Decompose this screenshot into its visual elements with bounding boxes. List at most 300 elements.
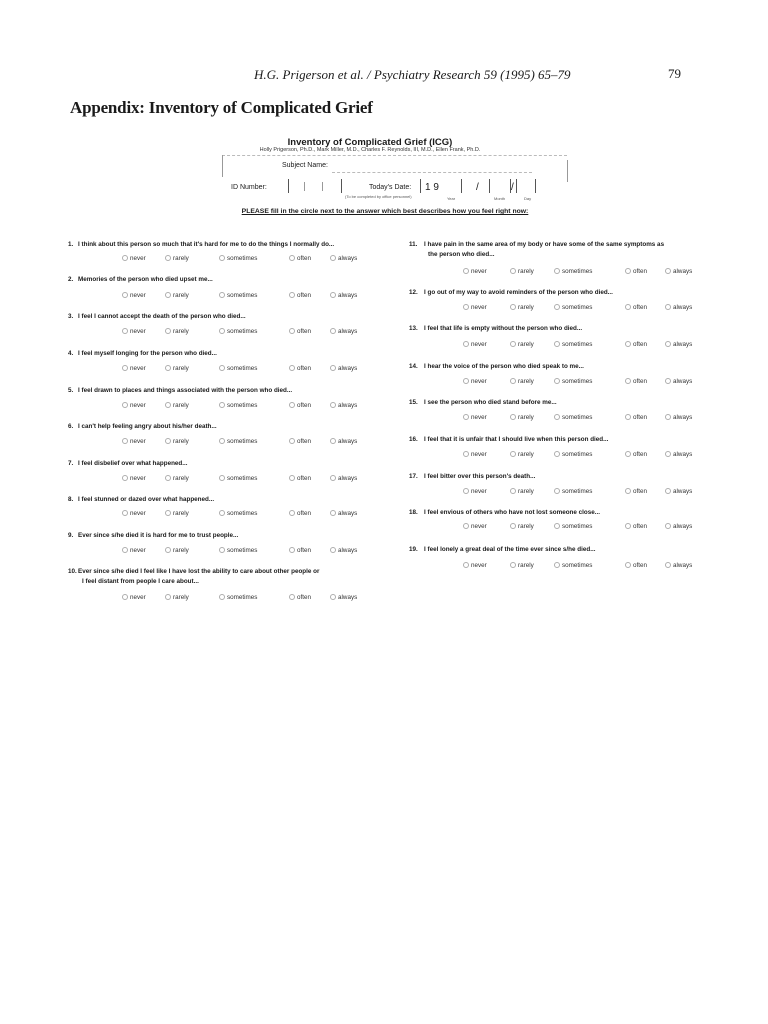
answer-option-sometimes[interactable]	[219, 509, 257, 519]
answer-option-label: sometimes	[227, 510, 258, 517]
answer-option-never[interactable]	[122, 364, 146, 374]
answer-option-sometimes[interactable]	[219, 437, 257, 447]
answer-option-label: sometimes	[227, 328, 258, 335]
answer-option-sometimes[interactable]	[554, 340, 592, 350]
radio-circle-icon[interactable]	[554, 414, 560, 420]
answer-option-label: always	[673, 268, 693, 275]
answer-option-never[interactable]	[122, 593, 146, 603]
answer-option-often[interactable]	[289, 364, 311, 374]
radio-circle-icon[interactable]	[554, 268, 560, 274]
radio-circle-icon[interactable]	[289, 510, 295, 516]
answer-option-never[interactable]	[463, 413, 487, 423]
answer-option-never[interactable]	[122, 401, 146, 411]
radio-circle-icon[interactable]	[289, 328, 295, 334]
answer-option-always[interactable]	[330, 291, 357, 301]
answer-option-rarely[interactable]	[165, 364, 189, 374]
answer-option-label: sometimes	[562, 304, 593, 311]
radio-circle-icon[interactable]	[289, 255, 295, 261]
answer-option-label: rarely	[518, 488, 534, 495]
radio-circle-icon[interactable]	[554, 378, 560, 384]
frame-right	[567, 160, 568, 182]
radio-circle-icon[interactable]	[665, 268, 671, 274]
answer-option-sometimes[interactable]	[554, 561, 592, 571]
answer-option-label: often	[633, 488, 648, 495]
answer-option-label: never	[471, 268, 487, 275]
radio-circle-icon[interactable]	[122, 402, 128, 408]
answer-option-never[interactable]	[122, 474, 146, 484]
answer-option-always[interactable]	[330, 327, 357, 337]
question-number: 15.	[409, 399, 418, 406]
radio-circle-icon[interactable]	[122, 255, 128, 261]
answer-option-always[interactable]	[665, 377, 692, 387]
question-number: 12.	[409, 289, 418, 296]
answer-option-sometimes[interactable]	[219, 546, 257, 556]
answer-option-sometimes[interactable]	[554, 303, 592, 313]
answer-option-rarely[interactable]	[510, 522, 534, 532]
radio-circle-icon[interactable]	[219, 510, 225, 516]
answer-option-often[interactable]	[289, 327, 311, 337]
answer-option-label: always	[338, 255, 358, 262]
date-year-field[interactable]	[420, 179, 462, 193]
radio-circle-icon[interactable]	[219, 365, 225, 371]
answer-option-sometimes[interactable]	[554, 377, 592, 387]
answer-option-never[interactable]	[463, 377, 487, 387]
answer-option-always[interactable]	[330, 254, 357, 264]
radio-circle-icon[interactable]	[463, 488, 469, 494]
answer-option-label: sometimes	[227, 365, 258, 372]
radio-circle-icon[interactable]	[625, 341, 631, 347]
answer-option-always[interactable]	[665, 267, 692, 277]
answer-option-always[interactable]	[665, 561, 692, 571]
radio-circle-icon[interactable]	[510, 304, 516, 310]
id-number-field[interactable]	[288, 179, 342, 193]
radio-circle-icon[interactable]	[330, 328, 336, 334]
answer-option-rarely[interactable]	[510, 340, 534, 350]
answer-option-often[interactable]	[289, 291, 311, 301]
answer-option-sometimes[interactable]	[219, 474, 257, 484]
answer-option-always[interactable]	[665, 340, 692, 350]
radio-circle-icon[interactable]	[510, 523, 516, 529]
answer-option-label: rarely	[173, 475, 189, 482]
radio-circle-icon[interactable]	[165, 594, 171, 600]
answer-option-rarely[interactable]	[510, 377, 534, 387]
radio-circle-icon[interactable]	[554, 523, 560, 529]
radio-circle-icon[interactable]	[625, 562, 631, 568]
radio-circle-icon[interactable]	[330, 438, 336, 444]
answer-option-always[interactable]	[665, 487, 692, 497]
answer-option-label: never	[130, 594, 146, 601]
answer-option-label: always	[338, 475, 358, 482]
answer-option-sometimes[interactable]	[554, 522, 592, 532]
question-text: Memories of the person who died upset me...	[78, 276, 213, 283]
answer-option-rarely[interactable]	[165, 593, 189, 603]
radio-circle-icon[interactable]	[219, 255, 225, 261]
radio-circle-icon[interactable]	[510, 451, 516, 457]
answer-options	[0, 413, 768, 423]
radio-circle-icon[interactable]	[463, 268, 469, 274]
answer-option-label: never	[130, 510, 146, 517]
answer-option-rarely[interactable]	[510, 450, 534, 460]
answer-option-label: sometimes	[227, 547, 258, 554]
question-number: 1.	[68, 241, 74, 248]
radio-circle-icon[interactable]	[330, 475, 336, 481]
answer-option-always[interactable]	[330, 401, 357, 411]
radio-circle-icon[interactable]	[625, 451, 631, 457]
answer-option-label: sometimes	[562, 488, 593, 495]
answer-option-label: always	[338, 438, 358, 445]
answer-option-label: rarely	[173, 547, 189, 554]
answer-option-label: never	[471, 523, 487, 530]
answer-option-label: always	[673, 378, 693, 385]
answer-options	[0, 267, 768, 277]
question-text: I feel disbelief over what happened...	[78, 460, 188, 467]
answer-option-always[interactable]	[665, 413, 692, 423]
question-text: I go out of my way to avoid reminders of the person who died...	[424, 289, 613, 296]
radio-circle-icon[interactable]	[330, 547, 336, 553]
answer-option-often[interactable]	[625, 487, 647, 497]
question-text: I feel distant from people I care about...	[82, 578, 199, 585]
date-sep-1: /	[476, 182, 479, 193]
radio-circle-icon[interactable]	[665, 488, 671, 494]
answer-option-never[interactable]	[463, 487, 487, 497]
radio-circle-icon[interactable]	[330, 365, 336, 371]
answer-option-sometimes[interactable]	[219, 593, 257, 603]
radio-circle-icon[interactable]	[122, 438, 128, 444]
answer-option-sometimes[interactable]	[219, 291, 257, 301]
month-label: Month	[494, 196, 506, 201]
radio-circle-icon[interactable]	[122, 510, 128, 516]
answer-option-often[interactable]	[289, 437, 311, 447]
answer-option-never[interactable]	[463, 303, 487, 313]
question-number: 4.	[68, 350, 74, 357]
radio-circle-icon[interactable]	[510, 414, 516, 420]
radio-circle-icon[interactable]	[330, 510, 336, 516]
radio-circle-icon[interactable]	[330, 255, 336, 261]
radio-circle-icon[interactable]	[219, 402, 225, 408]
answer-option-rarely[interactable]	[510, 561, 534, 571]
radio-circle-icon[interactable]	[122, 547, 128, 553]
answer-option-label: rarely	[518, 562, 534, 569]
answer-option-label: sometimes	[227, 594, 258, 601]
radio-circle-icon[interactable]	[665, 304, 671, 310]
answer-option-rarely[interactable]	[165, 254, 189, 264]
answer-option-rarely[interactable]	[165, 509, 189, 519]
answer-option-label: sometimes	[227, 475, 258, 482]
answer-option-sometimes[interactable]	[554, 450, 592, 460]
radio-circle-icon[interactable]	[463, 451, 469, 457]
answer-option-rarely[interactable]	[510, 413, 534, 423]
question-number: 16.	[409, 436, 418, 443]
answer-option-label: rarely	[518, 378, 534, 385]
answer-option-never[interactable]	[122, 291, 146, 301]
answer-option-often[interactable]	[625, 561, 647, 571]
radio-circle-icon[interactable]	[665, 378, 671, 384]
radio-circle-icon[interactable]	[165, 255, 171, 261]
radio-circle-icon[interactable]	[219, 328, 225, 334]
answer-option-label: often	[633, 304, 648, 311]
answer-option-label: rarely	[518, 451, 534, 458]
answer-option-sometimes[interactable]	[219, 401, 257, 411]
answer-option-label: often	[297, 510, 312, 517]
answer-option-label: never	[130, 438, 146, 445]
answer-option-never[interactable]	[122, 437, 146, 447]
answer-option-often[interactable]	[289, 401, 311, 411]
answer-option-label: sometimes	[227, 255, 258, 262]
answer-option-rarely[interactable]	[165, 474, 189, 484]
radio-circle-icon[interactable]	[219, 292, 225, 298]
answer-option-label: never	[130, 547, 146, 554]
answer-option-label: often	[633, 523, 648, 530]
radio-circle-icon[interactable]	[554, 451, 560, 457]
answer-option-never[interactable]	[463, 340, 487, 350]
answer-option-label: sometimes	[562, 268, 593, 275]
radio-circle-icon[interactable]	[122, 475, 128, 481]
answer-option-label: rarely	[173, 594, 189, 601]
answer-option-never[interactable]	[463, 522, 487, 532]
answer-option-label: never	[471, 451, 487, 458]
radio-circle-icon[interactable]	[122, 594, 128, 600]
radio-circle-icon[interactable]	[625, 523, 631, 529]
radio-circle-icon[interactable]	[463, 341, 469, 347]
radio-circle-icon[interactable]	[554, 341, 560, 347]
question-number: 2.	[68, 276, 74, 283]
answer-option-rarely[interactable]	[165, 401, 189, 411]
radio-circle-icon[interactable]	[165, 328, 171, 334]
answer-option-rarely[interactable]	[510, 267, 534, 277]
answer-option-always[interactable]	[330, 509, 357, 519]
radio-circle-icon[interactable]	[463, 304, 469, 310]
answer-option-label: always	[673, 414, 693, 421]
radio-circle-icon[interactable]	[219, 594, 225, 600]
radio-circle-icon[interactable]	[463, 562, 469, 568]
question-number: 11.	[409, 241, 418, 248]
todays-date-label: Today's Date:	[369, 184, 412, 191]
answer-options	[0, 487, 768, 497]
answer-option-never[interactable]	[463, 450, 487, 460]
answer-option-often[interactable]	[289, 509, 311, 519]
answer-option-label: always	[338, 594, 358, 601]
answer-option-label: never	[471, 562, 487, 569]
question-number: 13.	[409, 325, 418, 332]
answer-option-label: sometimes	[562, 523, 593, 530]
radio-circle-icon[interactable]	[289, 475, 295, 481]
question-text: I feel that life is empty without the person who died...	[424, 325, 583, 332]
radio-circle-icon[interactable]	[665, 523, 671, 529]
subject-name-field[interactable]	[332, 172, 532, 173]
answer-option-label: rarely	[173, 365, 189, 372]
answer-option-sometimes[interactable]	[219, 327, 257, 337]
answer-option-label: always	[338, 547, 358, 554]
answer-option-label: often	[633, 414, 648, 421]
radio-circle-icon[interactable]	[554, 304, 560, 310]
radio-circle-icon[interactable]	[289, 402, 295, 408]
answer-options	[0, 254, 768, 264]
radio-circle-icon[interactable]	[463, 414, 469, 420]
answer-option-label: rarely	[173, 328, 189, 335]
radio-circle-icon[interactable]	[289, 365, 295, 371]
answer-option-label: always	[338, 328, 358, 335]
answer-option-never[interactable]	[463, 267, 487, 277]
answer-option-label: often	[633, 451, 648, 458]
answer-option-sometimes[interactable]	[219, 364, 257, 374]
answer-option-label: always	[673, 451, 693, 458]
question-text: I see the person who died stand before me...	[424, 399, 557, 406]
question-number: 18.	[409, 509, 418, 516]
answer-option-often[interactable]	[289, 593, 311, 603]
answer-option-never[interactable]	[122, 546, 146, 556]
answer-option-often[interactable]	[289, 254, 311, 264]
radio-circle-icon[interactable]	[625, 414, 631, 420]
radio-circle-icon[interactable]	[625, 378, 631, 384]
radio-circle-icon[interactable]	[463, 378, 469, 384]
radio-circle-icon[interactable]	[510, 341, 516, 347]
answer-option-often[interactable]	[625, 450, 647, 460]
date-year-prefix: 1 9	[425, 182, 439, 193]
answer-option-sometimes[interactable]	[554, 413, 592, 423]
answer-option-label: sometimes	[227, 402, 258, 409]
answer-option-label: often	[633, 562, 648, 569]
answer-option-label: sometimes	[562, 414, 593, 421]
answer-option-often[interactable]	[289, 474, 311, 484]
answer-option-rarely[interactable]	[165, 437, 189, 447]
answer-options	[0, 364, 768, 374]
radio-circle-icon[interactable]	[510, 378, 516, 384]
radio-circle-icon[interactable]	[625, 268, 631, 274]
answer-option-never[interactable]	[122, 254, 146, 264]
radio-circle-icon[interactable]	[219, 475, 225, 481]
radio-circle-icon[interactable]	[165, 402, 171, 408]
answer-option-label: often	[297, 365, 312, 372]
question-text: Ever since s/he died it is hard for me to trust people...	[78, 532, 239, 539]
answer-options	[0, 474, 768, 484]
answer-option-often[interactable]	[625, 340, 647, 350]
question-text: I can't help feeling angry about his/her death...	[78, 423, 217, 430]
answer-option-label: always	[338, 365, 358, 372]
question-text: the person who died...	[428, 251, 495, 258]
radio-circle-icon[interactable]	[219, 438, 225, 444]
radio-circle-icon[interactable]	[330, 402, 336, 408]
radio-circle-icon[interactable]	[330, 594, 336, 600]
form-title: Inventory of Complicated Grief (ICG)	[287, 137, 453, 148]
radio-circle-icon[interactable]	[122, 292, 128, 298]
answer-option-always[interactable]	[330, 437, 357, 447]
answer-options	[0, 291, 768, 301]
radio-circle-icon[interactable]	[165, 365, 171, 371]
radio-circle-icon[interactable]	[665, 562, 671, 568]
answer-options	[0, 509, 768, 519]
answer-option-rarely[interactable]	[165, 546, 189, 556]
answer-option-always[interactable]	[665, 522, 692, 532]
radio-circle-icon[interactable]	[665, 341, 671, 347]
answer-option-often[interactable]	[625, 267, 647, 277]
answer-option-rarely[interactable]	[165, 327, 189, 337]
answer-option-sometimes[interactable]	[554, 487, 592, 497]
answer-option-label: always	[673, 341, 693, 348]
answer-option-sometimes[interactable]	[219, 254, 257, 264]
radio-circle-icon[interactable]	[463, 523, 469, 529]
radio-circle-icon[interactable]	[289, 594, 295, 600]
radio-circle-icon[interactable]	[165, 292, 171, 298]
answer-option-always[interactable]	[330, 474, 357, 484]
radio-circle-icon[interactable]	[554, 488, 560, 494]
radio-circle-icon[interactable]	[165, 547, 171, 553]
answer-option-label: often	[633, 341, 648, 348]
radio-circle-icon[interactable]	[122, 365, 128, 371]
radio-circle-icon[interactable]	[122, 328, 128, 334]
answer-option-often[interactable]	[625, 522, 647, 532]
day-label: Day	[524, 196, 532, 201]
question-text: Ever since s/he died I feel like I have lost the ability to care about other people or	[78, 568, 320, 575]
answer-option-rarely[interactable]	[510, 303, 534, 313]
answer-option-always[interactable]	[330, 364, 357, 374]
answer-option-label: always	[673, 488, 693, 495]
answer-options	[0, 327, 768, 337]
office-note: (To be completed by office personnel)	[345, 194, 412, 199]
answer-option-never[interactable]	[122, 327, 146, 337]
radio-circle-icon[interactable]	[665, 414, 671, 420]
radio-circle-icon[interactable]	[625, 304, 631, 310]
answer-option-label: sometimes	[227, 292, 258, 299]
answer-options	[0, 546, 768, 556]
question-number: 5.	[68, 387, 74, 394]
radio-circle-icon[interactable]	[510, 488, 516, 494]
radio-circle-icon[interactable]	[665, 451, 671, 457]
dashed-rule	[222, 155, 567, 156]
radio-circle-icon[interactable]	[165, 438, 171, 444]
answer-option-always[interactable]	[665, 303, 692, 313]
year-label: Year	[447, 196, 456, 201]
radio-circle-icon[interactable]	[165, 510, 171, 516]
answer-option-sometimes[interactable]	[554, 267, 592, 277]
answer-option-label: rarely	[173, 292, 189, 299]
answer-option-label: rarely	[518, 268, 534, 275]
date-day-field[interactable]	[516, 179, 536, 193]
date-month-field[interactable]	[489, 179, 511, 193]
question-text: I have pain in the same area of my body or have some of the same symptoms as	[424, 241, 665, 248]
answer-options	[0, 303, 768, 313]
answer-option-label: always	[338, 292, 358, 299]
radio-circle-icon[interactable]	[165, 475, 171, 481]
radio-circle-icon[interactable]	[289, 547, 295, 553]
answer-option-rarely[interactable]	[165, 291, 189, 301]
answer-option-label: rarely	[173, 402, 189, 409]
radio-circle-icon[interactable]	[330, 292, 336, 298]
answer-option-never[interactable]	[463, 561, 487, 571]
answer-option-often[interactable]	[625, 303, 647, 313]
answer-option-often[interactable]	[625, 377, 647, 387]
answer-option-always[interactable]	[330, 546, 357, 556]
radio-circle-icon[interactable]	[554, 562, 560, 568]
question-number: 8.	[68, 496, 74, 503]
answer-option-always[interactable]	[330, 593, 357, 603]
radio-circle-icon[interactable]	[289, 438, 295, 444]
answer-option-never[interactable]	[122, 509, 146, 519]
answer-option-always[interactable]	[665, 450, 692, 460]
answer-option-label: never	[471, 488, 487, 495]
answer-option-label: never	[130, 475, 146, 482]
radio-circle-icon[interactable]	[289, 292, 295, 298]
answer-option-rarely[interactable]	[510, 487, 534, 497]
answer-options	[0, 340, 768, 350]
radio-circle-icon[interactable]	[510, 268, 516, 274]
radio-circle-icon[interactable]	[510, 562, 516, 568]
answer-option-label: never	[130, 402, 146, 409]
answer-option-often[interactable]	[625, 413, 647, 423]
answer-option-label: often	[297, 438, 312, 445]
answer-option-often[interactable]	[289, 546, 311, 556]
radio-circle-icon[interactable]	[219, 547, 225, 553]
radio-circle-icon[interactable]	[625, 488, 631, 494]
